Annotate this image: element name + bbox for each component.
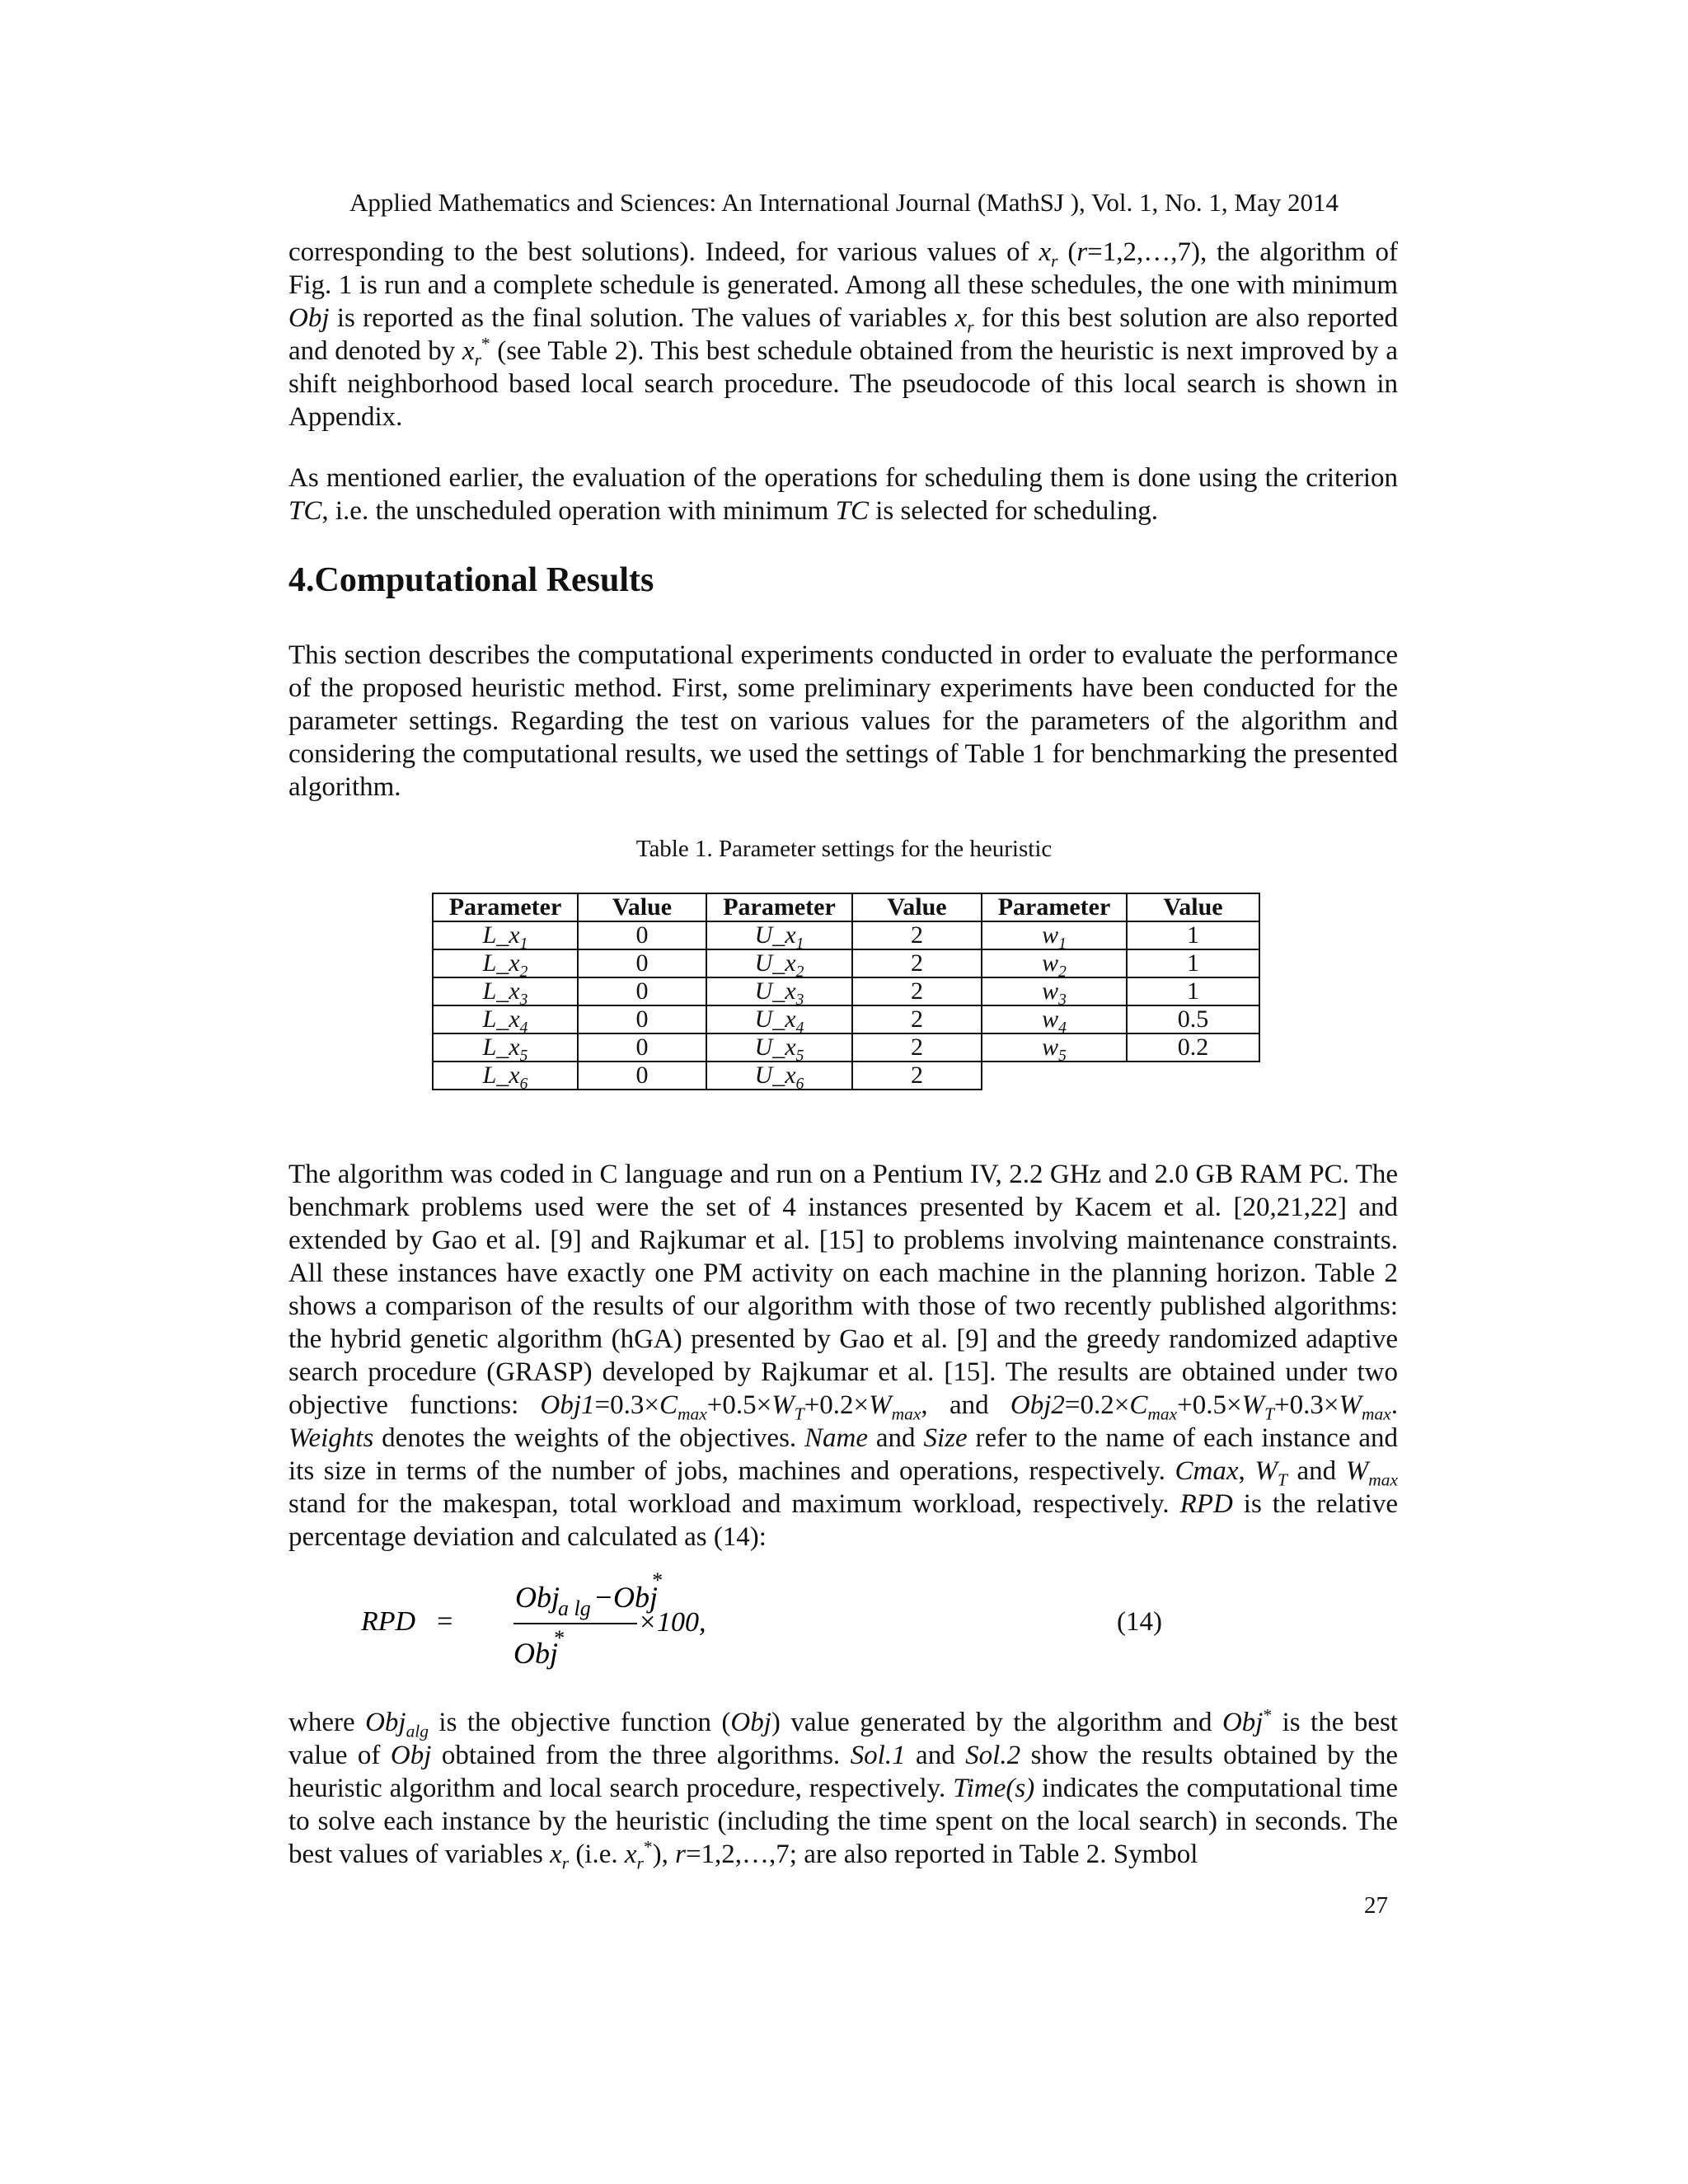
param-cell: $w_2$: [982, 949, 1127, 977]
value-cell: 0: [578, 1062, 706, 1090]
numerator-alg-sub: a lg: [558, 1596, 591, 1620]
page-number: 27: [1364, 1892, 1388, 1919]
header-cell: Value: [578, 893, 706, 921]
param-cell: $L\_x_2$: [433, 949, 578, 977]
param-cell: $L\_x_6$: [433, 1062, 578, 1090]
table-1-caption: Table 1. Parameter settings for the heuristic: [635, 836, 1053, 862]
value-cell: 2: [852, 1005, 982, 1033]
value-cell: 2: [852, 977, 982, 1005]
header-cell: Parameter: [982, 893, 1127, 921]
table-row: [433, 949, 1259, 977]
param-cell: $w_3$: [982, 977, 1127, 1005]
paragraph-1: corresponding to the best solutions). Indeed, for various values of $x_r$ (r=1,2,…,7), the algorithm of Fig. 1 is run and a complete schedule is generated. Among all these schedules, the one with minimum Obj is reported as the final solution. The values of variables $x_r$ for this best solution are also reported and denoted by $x_r^*$ (see Table 2). This best schedule obtained from the heuristic is next improved by a shift neighborhood based local search procedure. The pseudocode of this local search is shown in Appendix.: [288, 237, 1399, 432]
header-cell: Value: [852, 893, 982, 921]
value-cell: 0: [578, 1033, 706, 1062]
value-cell: 0: [578, 977, 706, 1005]
numerator-obj-star: Obj: [613, 1581, 658, 1614]
value-cell: 2: [852, 949, 982, 977]
header-cell: Value: [1127, 893, 1259, 921]
paragraph-2: As mentioned earlier, the evaluation of the operations for scheduling them is done using the criterion TC, i.e. the unscheduled operation with minimum TC is selected for scheduling.: [288, 463, 1398, 526]
value-cell: 0: [578, 949, 706, 977]
value-cell: 1: [1127, 977, 1259, 1005]
param-cell: $L\_x_5$: [433, 1033, 578, 1062]
param-cell: $U\_x_1$: [706, 921, 852, 949]
value-cell: 0.2: [1127, 1033, 1259, 1062]
value-cell: 0: [578, 1005, 706, 1033]
param-cell: $U\_x_3$: [706, 977, 852, 1005]
empty-cell: [982, 1062, 1127, 1090]
table-header-row: [433, 893, 1259, 921]
denominator-obj: Obj: [513, 1637, 558, 1670]
times-100: ×100: [638, 1607, 699, 1638]
param-cell: $L\_x_3$: [433, 977, 578, 1005]
header-cell: Parameter: [706, 893, 852, 921]
table-row: [433, 1062, 1259, 1090]
table-row: [433, 977, 1259, 1005]
paragraph-5: where Obj$_{alg}$ is the objective function (Obj) value generated by the algorithm and Obj* is the best value of Obj obtained from the three algorithms. Sol.1 and Sol.2 show the results obtained by the heuristic algorithm and local search procedure, respectively. Time(s) indicates the computational time to solve each instance by the heuristic (including the time spent on the local search) in seconds. The best values of variables $x_r$ (i.e. $x_r^*$), r=1,2,…,7; are also reported in Table 2. Symbol: [288, 1705, 1398, 1873]
equation-equals: =: [435, 1606, 454, 1637]
section-heading: 4.Computational Results: [288, 561, 654, 599]
param-cell: $w_1$: [982, 921, 1127, 949]
param-cell: $U\_x_4$: [706, 1005, 852, 1033]
parameter-settings-table: [432, 893, 1260, 1093]
table-row: [433, 1005, 1259, 1033]
param-cell: $w_5$: [982, 1033, 1127, 1062]
numerator-obj: Obj: [515, 1581, 560, 1614]
header-cell: Parameter: [433, 893, 578, 921]
equation-comma: ,: [699, 1607, 706, 1638]
running-header: Applied Mathematics and Sciences: An International Journal (MathSJ ), Vol. 1, No. 1, May 2014: [349, 188, 1339, 217]
value-cell: 1: [1127, 921, 1259, 949]
param-cell: $L\_x_4$: [433, 1005, 578, 1033]
value-cell: 1: [1127, 949, 1259, 977]
numerator-minus: −: [593, 1581, 614, 1614]
param-cell: $L\_x_1$: [433, 921, 578, 949]
denominator-star: *: [553, 1626, 564, 1650]
param-cell: $U\_x_2$: [706, 949, 852, 977]
table-row: [433, 921, 1259, 949]
value-cell: 0.5: [1127, 1005, 1259, 1033]
value-cell: 2: [852, 1062, 982, 1090]
paragraph-3: This section describes the computational experiments conducted in order to evaluate the performance of the proposed heuristic method. First, some preliminary experiments have been conducted for the parameter settings. Regarding the test on various values for the parameters of the algorithm and considering the computational results, we used the settings of Table 1 for benchmarking the presented algorithm.: [288, 640, 1398, 802]
value-cell: 2: [852, 1033, 982, 1062]
param-cell: $U\_x_5$: [706, 1033, 852, 1062]
numerator-star: *: [651, 1568, 662, 1592]
param-cell: $w_4$: [982, 1005, 1127, 1033]
value-cell: 0: [578, 921, 706, 949]
empty-cell: [1127, 1062, 1259, 1090]
equation-lhs: RPD: [361, 1606, 416, 1637]
equation-number: (14): [1117, 1607, 1162, 1637]
table-row: [433, 1033, 1259, 1062]
value-cell: 2: [852, 921, 982, 949]
paragraph-4: The algorithm was coded in C language and run on a Pentium IV, 2.2 GHz and 2.0 GB RAM PC. The benchmark problems used were the set of 4 instances presented by Kacem et al. [20,21,22] and extended by Gao et al. [9] and Rajkumar et al. [15] to problems involving maintenance constraints. All these instances have exactly one PM activity on each machine in the planning horizon. Table 2 shows a comparison of the results of our algorithm with those of two recently published algorithms: the hybrid genetic algorithm (hGA) presented by Gao et al. [9] and the greedy randomized adaptive search procedure (GRASP) developed by Rajkumar et al. [15]. The results are obtained under two objective functions: $Obj1=0.3\times C_{max}+0.5\times W_T+0.2\times W_{max}$, and $Obj2=0.2\times C_{max}+0.5\times W_T+0.3\times W_{max}$. Weights denotes the weights of the objectives. Name and Size refer to the name of each instance and its size in terms of the number of jobs, machines and operations, respectively. Cmax, $W_T$ and $W_{max}$ stand for the makespan, total workload and maximum workload, respectively. RPD is the relative percentage deviation and calculated as (14):: [288, 1160, 1399, 1552]
rpd-equation: [361, 1566, 1185, 1681]
param-cell: $U\_x_6$: [706, 1062, 852, 1090]
